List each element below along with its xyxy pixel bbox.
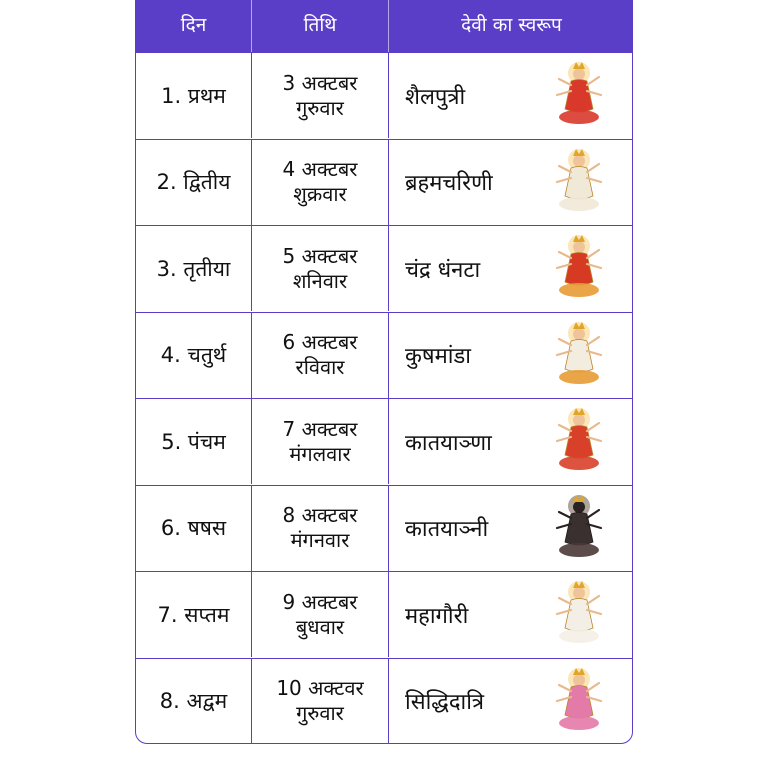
day-cell: 1. प्रथम (161, 83, 226, 108)
day-cell: 8. अद्वम (159, 689, 228, 713)
devi-name: चंद्र धंनटा (405, 257, 481, 283)
table-row (136, 398, 633, 484)
table-row (136, 571, 633, 657)
table-row (136, 658, 633, 745)
goddess-chandraghanta-icon (541, 230, 617, 306)
weekday-text: बुधवार (295, 614, 345, 639)
goddess-kalratri-icon (541, 490, 617, 566)
devi-name: महागौरी (405, 603, 469, 629)
table-row (136, 312, 633, 398)
header-day: दिन (180, 14, 207, 36)
table-row (136, 52, 633, 138)
date-text: 4 अक्टबर (282, 157, 358, 181)
devi-cell (388, 659, 633, 744)
date-text: 6 अक्टबर (282, 330, 358, 354)
goddess-brahmacharini-icon (541, 144, 617, 220)
devi-cell (388, 572, 633, 657)
day-cell: 3. तृतीया (156, 256, 231, 281)
weekday-text: गुरुवार (296, 95, 344, 120)
date-cell (251, 53, 388, 138)
weekday-text: गुरुवार (296, 701, 344, 725)
devi-name: ब्रहमचरिणी (405, 171, 493, 196)
day-cell: 7. सप्तम (157, 602, 230, 627)
weekday-text: शनिवार (292, 268, 348, 293)
date-text: 10 अक्टवर (276, 676, 364, 700)
date-cell (251, 572, 388, 657)
goddess-katyayani-icon (541, 403, 617, 479)
devi-name: सिद्धिदात्रि (405, 690, 485, 715)
devi-cell (388, 226, 633, 311)
devi-cell (388, 313, 633, 398)
day-cell: 2. द्वितीय (156, 170, 231, 194)
table-row (136, 225, 633, 311)
header-date: तिथि (251, 0, 388, 52)
table-row (136, 139, 633, 225)
goddess-shailputri-icon (541, 57, 617, 133)
date-text: 9 अक्टबर (282, 589, 358, 614)
day-cell: 5. पंचम (161, 429, 226, 454)
devi-cell (388, 486, 633, 571)
weekday-text: मंगलवार (289, 441, 351, 466)
date-text: 8 अक्टबर (282, 503, 358, 527)
date-cell (251, 399, 388, 484)
navratri-table (135, 0, 633, 744)
devi-cell (388, 53, 633, 138)
devi-name: शैलपुत्री (405, 84, 466, 110)
date-text: 3 अक्टबर (282, 70, 358, 95)
date-cell (251, 659, 388, 744)
devi-cell (388, 140, 633, 225)
header-devi: देवी का स्वरूप (388, 0, 633, 52)
devi-name: कातयाञ्णा (405, 430, 492, 456)
date-text: 5 अक्टबर (282, 243, 358, 268)
date-cell (251, 313, 388, 398)
devi-name: कातयाञ्नी (405, 517, 489, 542)
weekday-text: शुक्रवार (293, 182, 347, 206)
weekday-text: मंगनवार (290, 528, 350, 552)
date-cell (251, 486, 388, 571)
devi-cell (388, 399, 633, 484)
table-header (136, 0, 633, 52)
goddess-kushmanda-icon (541, 317, 617, 393)
day-cell: 6. षषस (160, 516, 227, 540)
goddess-mahagauri-icon (541, 576, 617, 652)
devi-name: कुषमांडा (405, 344, 471, 369)
date-cell (251, 140, 388, 225)
date-text: 7 अक्टबर (282, 416, 358, 441)
goddess-siddhidatri-icon (541, 663, 617, 739)
day-cell: 4. चतुर्थ (160, 343, 227, 367)
date-cell (251, 226, 388, 311)
weekday-text: रविवार (295, 355, 345, 379)
table-row (136, 485, 633, 571)
